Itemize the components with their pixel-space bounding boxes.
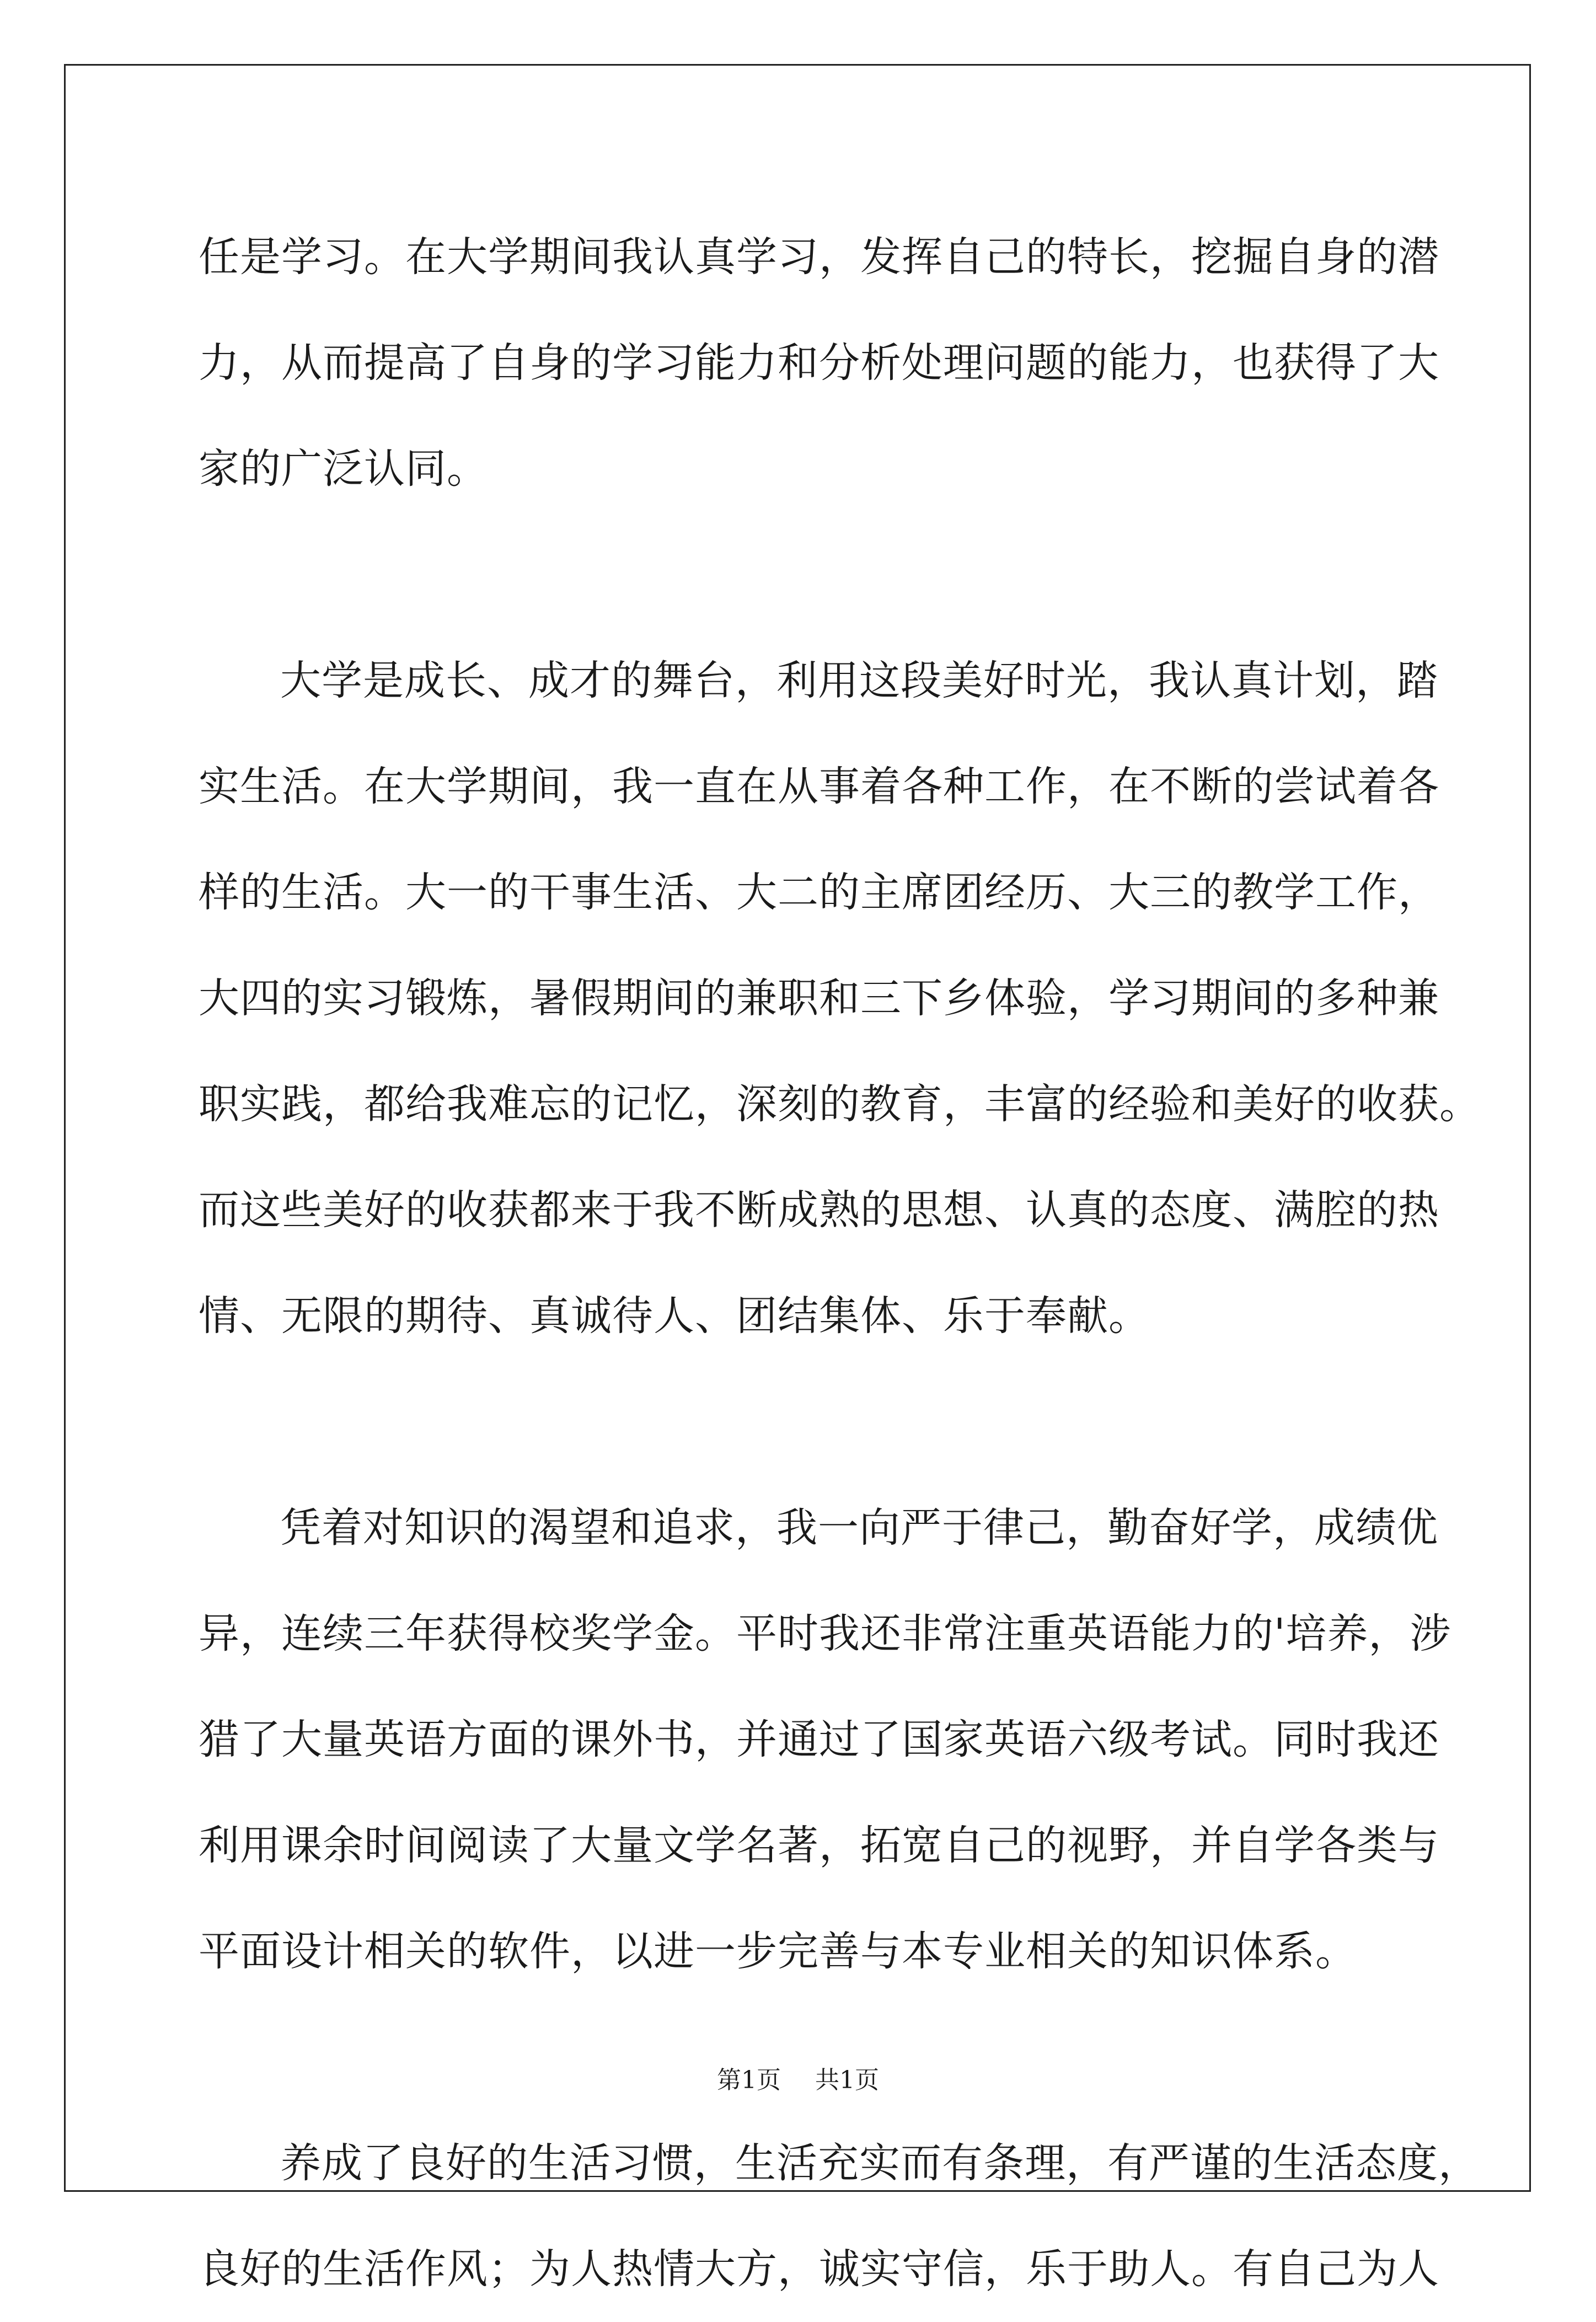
text-line: 实生活。在大学期间，我一直在从事着各种工作，在不断的尝试着各: [199, 763, 1439, 810]
text-line: 利用课余时间阅读了大量文学名著，拓宽自己的视野，并自学各类与: [199, 1822, 1439, 1869]
text-line: 任是学习。在大学期间我认真学习，发挥自己的特长，挖掘自身的潜: [199, 233, 1439, 281]
page-number: 第1页: [717, 2066, 781, 2094]
text-line: 异，连续三年获得校奖学金。平时我还非常注重英语能力的'培养，涉: [199, 1610, 1452, 1657]
paragraph-first-line: 养成了良好的生活习惯，生活充实而有条理，有严谨的生活态度，: [280, 2139, 1480, 2187]
text-line: 而这些美好的收获都来于我不断成熟的思想、认真的态度、满腔的热: [199, 1186, 1439, 1234]
text-line: 良好的生活作风；为人热情大方，诚实守信，乐于助人。有自己为人: [199, 2245, 1439, 2293]
page-total: 共1页: [815, 2066, 879, 2094]
text-line: 家的广泛认同。: [199, 445, 488, 493]
text-line: 平面设计相关的软件，以进一步完善与本专业相关的知识体系。: [199, 1928, 1357, 1975]
text-line: 猎了大量英语方面的课外书，并通过了国家英语六级考试。同时我还: [199, 1716, 1439, 1763]
paragraph-gap: [199, 522, 1412, 628]
paragraph-first-line: 大学是成长、成才的舞台，利用这段美好时光，我认真计划，踏: [280, 657, 1438, 704]
text-line: 力，从而提高了自身的学习能力和分析处理问题的能力，也获得了大: [199, 339, 1439, 387]
page-footer: [0, 2060, 1596, 2095]
paragraph-first-line: 凭着对知识的渴望和追求，我一向严于律己，勤奋好学，成绩优: [280, 1504, 1438, 1551]
text-line: 职实践，都给我难忘的记忆，深刻的教育，丰富的经验和美好的收获。: [199, 1080, 1481, 1128]
document-body: [199, 204, 1481, 2322]
text-line: 情、无限的期待、真诚待人、团结集体、乐于奉献。: [199, 1292, 1150, 1340]
paragraph-gap: [199, 1369, 1412, 1475]
text-line: 大四的实习锻炼，暑假期间的兼职和三下乡体验，学习期间的多种兼: [199, 975, 1439, 1022]
text-line: 样的生活。大一的干事生活、大二的主席团经历、大三的教学工作，: [199, 869, 1439, 916]
